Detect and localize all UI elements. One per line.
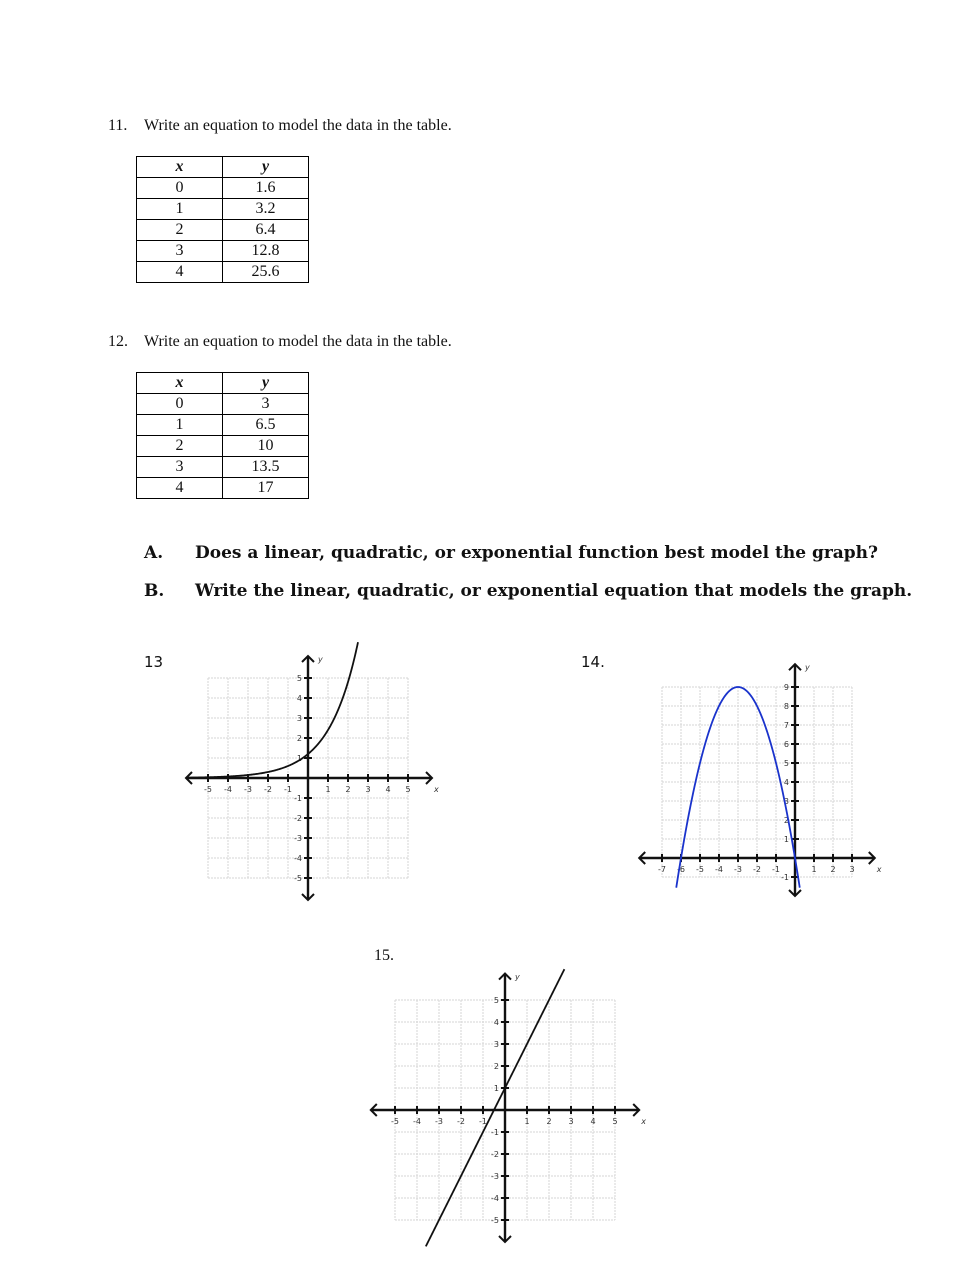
table-cell: 2 (137, 436, 223, 457)
table-cell: 0 (137, 394, 223, 415)
y-tick-label: -5 (491, 1216, 499, 1225)
y-tick-label: 8 (783, 702, 789, 711)
y-tick-label: 1 (296, 754, 302, 763)
table-cell: 1 (137, 199, 223, 220)
graph-14-label: 14. (581, 653, 605, 671)
question-number: 11. (108, 117, 128, 134)
y-tick-label: 3 (783, 797, 789, 806)
y-tick-label: 3 (296, 714, 302, 723)
x-tick-label: -1 (772, 865, 780, 874)
x-tick-label: -4 (413, 1117, 421, 1126)
x-tick-label: -1 (479, 1117, 487, 1126)
x-tick-label: -7 (658, 865, 666, 874)
table-cell: 25.6 (223, 262, 309, 283)
x-tick-label: 5 (612, 1117, 618, 1126)
graph-13-label: 13 (144, 653, 164, 671)
function-curve (426, 969, 565, 1246)
table-header-x: x (137, 157, 223, 178)
table-row (137, 241, 309, 262)
y-tick-label: 5 (296, 674, 302, 683)
x-tick-label: -4 (715, 865, 723, 874)
y-tick-label: -4 (294, 854, 302, 863)
table-row (137, 415, 309, 436)
table-cell: 4 (137, 478, 223, 499)
table-cell: 3 (223, 394, 309, 415)
y-tick-label: -4 (491, 1194, 499, 1203)
x-tick-label: -3 (435, 1117, 443, 1126)
instruction-label: A. (144, 543, 164, 563)
y-axis-label: y (805, 663, 810, 673)
table-cell: 3.2 (223, 199, 309, 220)
table-header-y: y (223, 157, 309, 178)
instruction-text: Write the linear, quadratic, or exponential equation that models the graph. (195, 581, 913, 601)
x-tick-label: -5 (696, 865, 704, 874)
y-tick-label: 9 (783, 683, 789, 692)
x-tick-label: -2 (457, 1117, 465, 1126)
instruction-text: Does a linear, quadratic, or exponential function best model the graph? (195, 543, 879, 563)
table-header-row (137, 157, 309, 178)
y-tick-label: 2 (296, 734, 302, 743)
y-tick-label: 7 (783, 721, 789, 730)
graph-15-label: 15. (374, 947, 394, 964)
table-row (137, 436, 309, 457)
y-axis-label: y (318, 655, 323, 664)
y-tick-label: -1 (491, 1128, 499, 1137)
question-prompt: Write an equation to model the data in the table. (144, 117, 452, 134)
table-row (137, 394, 309, 415)
x-tick-label: 2 (830, 865, 836, 874)
table-cell: 1 (137, 415, 223, 436)
y-tick-label: -3 (294, 834, 302, 843)
table-cell: 3 (137, 241, 223, 262)
table-row (137, 178, 309, 199)
question-prompt: Write an equation to model the data in the table. (144, 333, 452, 350)
x-tick-label: 2 (546, 1117, 552, 1126)
graph-14 (635, 655, 885, 915)
table-cell: 3 (137, 457, 223, 478)
x-tick-label: 1 (325, 785, 331, 794)
y-tick-label: 4 (783, 778, 789, 787)
question-11 (108, 117, 452, 135)
y-tick-label: -1 (781, 873, 789, 882)
x-tick-label: -3 (734, 865, 742, 874)
table-row (137, 478, 309, 499)
x-tick-label: 3 (849, 865, 855, 874)
x-tick-label: -4 (224, 785, 232, 794)
table-cell: 4 (137, 262, 223, 283)
instruction-a (144, 543, 878, 563)
y-tick-label: 5 (783, 759, 789, 768)
table-cell: 17 (223, 478, 309, 499)
table-cell: 10 (223, 436, 309, 457)
table-cell: 2 (137, 220, 223, 241)
table-header-row (137, 373, 309, 394)
table-header-y: y (223, 373, 309, 394)
instruction-b (144, 581, 912, 601)
table-cell: 13.5 (223, 457, 309, 478)
table-cell: 12.8 (223, 241, 309, 262)
x-tick-label: 3 (365, 785, 371, 794)
y-tick-label: 1 (783, 835, 789, 844)
y-tick-label: -1 (294, 794, 302, 803)
y-tick-label: -2 (294, 814, 302, 823)
table-cell: 6.4 (223, 220, 309, 241)
y-tick-label: -5 (294, 874, 302, 883)
instruction-label: B. (144, 581, 165, 601)
y-tick-label: -2 (491, 1150, 499, 1159)
table-cell: 0 (137, 178, 223, 199)
x-tick-label: 4 (385, 785, 391, 794)
y-tick-label: -3 (491, 1172, 499, 1181)
table-cell: 6.5 (223, 415, 309, 436)
question-12 (108, 333, 452, 351)
table-row (137, 220, 309, 241)
graph-13 (180, 648, 440, 908)
graph-15 (365, 965, 655, 1255)
x-tick-label: -5 (391, 1117, 399, 1126)
question-number: 12. (108, 333, 128, 350)
y-tick-label: 4 (296, 694, 302, 703)
y-tick-label: 1 (493, 1084, 499, 1093)
x-tick-label: -6 (677, 865, 685, 874)
y-tick-label: 2 (493, 1062, 499, 1071)
table-header-x: x (137, 373, 223, 394)
x-tick-label: 2 (345, 785, 351, 794)
x-tick-label: 3 (568, 1117, 574, 1126)
y-tick-label: 5 (493, 996, 499, 1005)
x-tick-label: 5 (405, 785, 411, 794)
x-tick-label: -2 (264, 785, 272, 794)
x-tick-label: -2 (753, 865, 761, 874)
y-tick-label: 3 (493, 1040, 499, 1049)
x-tick-label: 1 (811, 865, 817, 874)
x-tick-label: -5 (204, 785, 212, 794)
x-axis-label: x (876, 865, 882, 874)
table-row (137, 262, 309, 283)
table-row (137, 199, 309, 220)
x-axis-label: x (434, 785, 439, 794)
x-tick-label: -3 (244, 785, 252, 794)
y-tick-label: 4 (493, 1018, 499, 1027)
data-table-12 (136, 372, 309, 499)
x-tick-label: 1 (524, 1117, 530, 1126)
y-tick-label: 6 (783, 740, 789, 749)
x-tick-label: -1 (284, 785, 292, 794)
y-tick-label: 2 (783, 816, 789, 825)
x-tick-label: 4 (590, 1117, 596, 1126)
x-axis-label: x (641, 1117, 646, 1126)
table-cell: 1.6 (223, 178, 309, 199)
table-row (137, 457, 309, 478)
data-table-11 (136, 156, 309, 283)
y-axis-label: y (515, 972, 520, 982)
function-curve (188, 642, 358, 777)
